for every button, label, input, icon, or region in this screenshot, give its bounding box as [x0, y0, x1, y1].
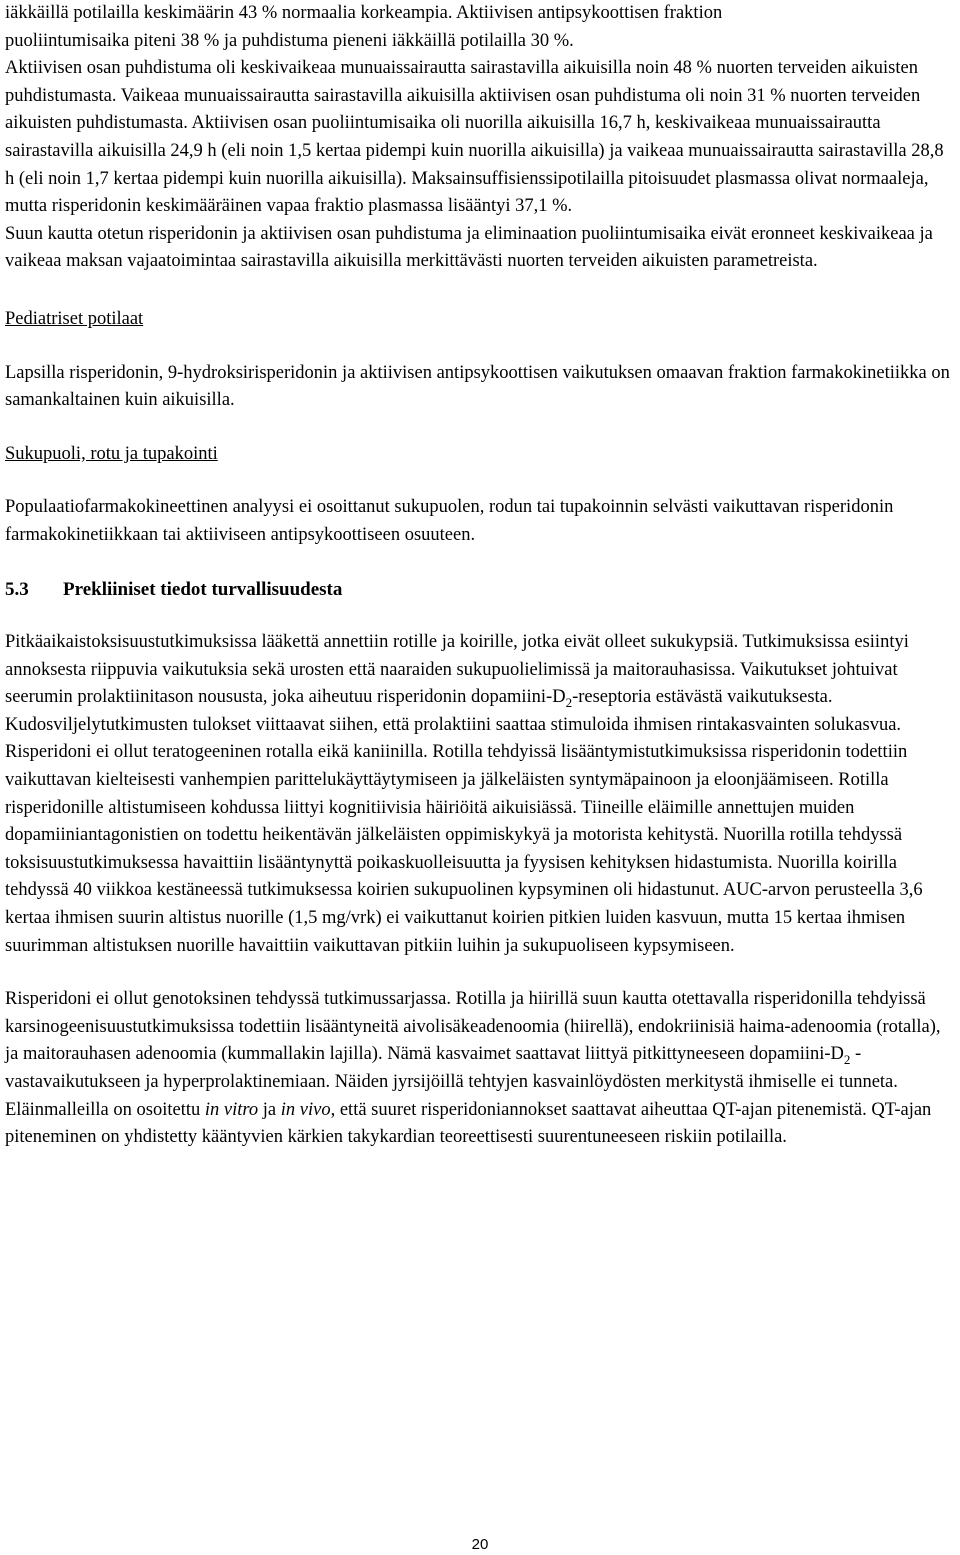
preclinical-1-text-a: Pitkäaikaistoksisuustutkimuksissa lääkettä annettiin rotille ja koirille, jotka eivät olleet sukukypsiä. Tutkimuksissa esiintyi annoksesta riippuvia vaikutuksia sekä urosten että naaraiden sukupuolielimissä ja maitorauhasissa. Vaikutukset johtuivat seerumin prolaktiinitason noususta, joka aiheutuu risperidonin dopamiini-D: [5, 632, 909, 708]
preclinical-paragraph-2: [5, 986, 955, 1152]
section-title: Prekliiniset tiedot turvallisuudesta: [63, 578, 343, 600]
sex-race-smoking-heading: Sukupuoli, rotu ja tupakointi: [5, 443, 218, 464]
preclinical-1-text-b: -reseptoria estävästä vaikutuksesta. Kudosviljelytutkimusten tulokset viittaavat siihen, että prolaktiini saattaa stimuloida ihmisen rintakasvainten solukasvua. Risperidoni ei ollut teratogeeninen rotalla eikä kaniinilla. Rotilla tehdyissä lisääntymistutkimuksissa risperidonin todettiin vaikuttavan kielteisesti vanhempien parittelukäyttäytymiseen ja jälkeläisten syntymäpainoon ja eloonjäämiseen. Rotilla risperidonille altistumiseen kohdussa liittyi kognitiivisia häiriöitä aikuisiässä. Tiineille eläimille annettujen muiden dopamiiniantagonistien on todettu heikentävän jälkeläisten oppimiskykyä ja motorista kehitystä. Nuorilla rotilla tehdyssä toksisuustutkimuksessa havaittiin lisääntynyttä poikaskuolleisuutta ja fyysisen kehityksen hidastumista. Nuorilla koirilla tehdyssä 40 viikkoa kestäneessä tutkimuksessa koirien sukupuolinen kypsyminen oli hidastunut. AUC-arvon perusteella 3,6 kertaa ihmisen suurin altistus nuorille (1,5 mg/vrk) ei vaikuttanut koirien pitkien luiden kasvuun, mutta 15 kertaa ihmisen suurimman altistuksen nuorille havaittiin vaikuttavan pitkiin luihin ja sukupuoliseen kypsymiseen.: [5, 687, 923, 956]
page-number: 20: [471, 1536, 489, 1553]
preclinical-2-text-a: Risperidoni ei ollut genotoksinen tehdyssä tutkimussarjassa. Rotilla ja hiirillä suun kautta otettavalla risperidonilla tehdyissä karsinogeenisuustutkimuksissa todettiin lisääntyneitä aivolisäkeadenoomia (hiirellä), endokriinisiä haima-adenoomia (rotalla), ja maitorauhasen adenoomia (kummallakin lajilla). Nämä kasvaimet saattavat liittyä pitkittyneeseen dopamiini-D: [5, 989, 941, 1065]
preclinical-2-conjunction: ja: [258, 1099, 281, 1120]
renal-paragraph: Aktiivisen osan puhdistuma oli keskivaikeaa munuaissairautta sairastavilla aikuisilla noin 48 % nuorten terveiden aikuisten puhdistumasta. Vaikeaa munuaissairautta sairastavilla aikuisilla aktiivisen osan puhdistuma oli noin 31 % nuorten terveiden aikuisten puhdistumasta. Aktiivisen osan puoliintumisaika oli nuorilla aikuisilla 16,7 h, keskivaikeaa munuaissairautta sairastavilla aikuisilla 24,9 h (eli noin 1,5 kertaa pidempi kuin nuorilla aikuisilla) ja vaikeaa munuaissairautta sairastavilla 28,8 h (eli noin 1,7 kertaa pidempi kuin nuorilla aikuisilla). Maksainsuffisienssipotilailla pitoisuudet plasmassa olivat normaaleja, mutta risperidonin keskimääräinen vapaa fraktio plasmassa lisääntyi 37,1 %.: [5, 58, 944, 217]
pediatric-paragraph: Lapsilla risperidonin, 9-hydroksirisperidonin ja aktiivisen antipsykoottisen vaikutuksen omaavan fraktion farmakokinetiikka on samankaltainen kuin aikuisilla.: [5, 362, 950, 411]
document-page: [5, 0, 955, 1152]
sex-race-smoking-paragraph: Populaatiofarmakokineettinen analyysi ei osoittanut sukupuolen, rodun tai tupakoinnin selvästi vaikuttavan risperidonin farmakokinetiikkaan tai aktiiviseen antipsykoottiseen osuuteen.: [5, 497, 894, 545]
intro-line-1: iäkkäillä potilailla keskimäärin 43 % normaalia korkeampia. Aktiivisen antipsykoottisen fraktion: [5, 3, 723, 23]
intro-paragraph-1: [5, 0, 955, 55]
subscript: 2: [565, 695, 573, 711]
hepatic-paragraph: Suun kautta otetun risperidonin ja aktiivisen osan puhdistuma ja eliminaation puoliintumisaika eivät eronneet keskivaikeaa ja vaikeaa maksan vajaatoimintaa sairastavilla aikuisilla merkittävästi nuorten terveiden aikuisten parametreista.: [5, 223, 933, 272]
preclinical-2-text-b: -vastavaikutukseen ja hyperprolaktinemiaan. Näiden jyrsijöillä tehtyjen kasvainlöydösten merkitystä ihmiselle ei tunneta. Eläinmalleilla on osoitettu: [5, 1044, 898, 1120]
preclinical-paragraph-1: [5, 629, 955, 960]
preclinical-2-text-c: , että suuret risperidoniannokset saattavat aiheuttaa QT-ajan pitenemistä. QT-ajan piteneminen on yhdistetty kääntyvien kärkien takykardian teoreettisesti suurentuneeseen riskiin potilailla.: [5, 1099, 932, 1148]
intro-line-2: puoliintumisaika piteni 38 % ja puhdistuma pieneni iäkkäillä potilailla 30 %.: [5, 30, 574, 51]
subscript: 2: [843, 1052, 851, 1068]
italic-in-vitro: in vitro: [204, 1099, 259, 1120]
section-number: 5.3: [5, 578, 29, 600]
pediatric-heading: Pediatriset potilaat: [5, 308, 144, 329]
section-heading: [5, 576, 955, 604]
italic-in-vivo: in vivo: [280, 1099, 331, 1120]
